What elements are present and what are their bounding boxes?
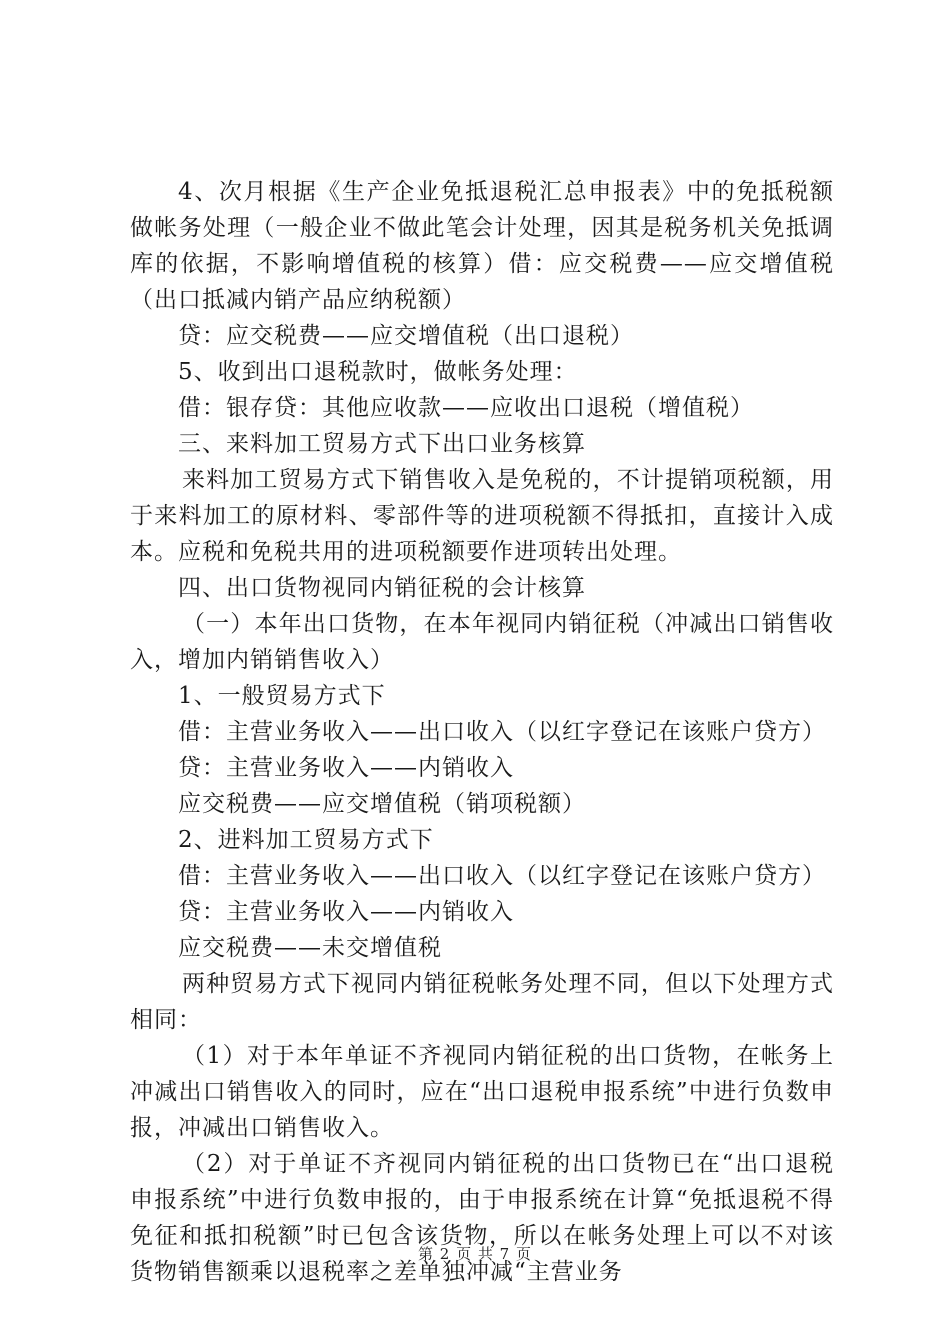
paragraph: 1、一般贸易方式下 [178, 683, 386, 709]
document-body [130, 174, 834, 1290]
paragraph: 借：主营业务收入——出口收入（以红字登记在该账户贷方） [178, 863, 826, 889]
paragraph: （1）对于本年单证不齐视同内销征税的出口货物，在帐务上冲减出口销售收入的同时，应在“出口退税申报系统”中进行负数申报，冲减出口销售收入。 [130, 1043, 834, 1141]
section-heading: 三、来料加工贸易方式下出口业务核算 [178, 431, 586, 457]
paragraph: 贷：应交税费——应交增值税（出口退税） [178, 323, 634, 349]
paragraph: 应交税费——应交增值税（销项税额） [178, 791, 586, 817]
paragraph: 贷：主营业务收入——内销收入 [178, 899, 514, 925]
subsection-heading: （一）本年出口货物，在本年视同内销征税（冲减出口销售收入，增加内销销售收入） [130, 611, 834, 673]
paragraph: 借：银存贷：其他应收款——应收出口退税（增值税） [178, 395, 754, 421]
paragraph: 两种贸易方式下视同内销征税帐务处理不同，但以下处理方式相同： [130, 971, 834, 1033]
paragraph: 应交税费——未交增值税 [178, 935, 442, 961]
page-number: 第 2 页 共 7 页 [418, 1245, 532, 1263]
page-footer [0, 1243, 950, 1264]
paragraph: 5、收到出口退税款时，做帐务处理： [178, 359, 578, 385]
section-heading: 四、出口货物视同内销征税的会计核算 [178, 575, 586, 601]
paragraph: 来料加工贸易方式下销售收入是免税的，不计提销项税额，用于来料加工的原材料、零部件等的进项税额不得抵扣，直接计入成本。应税和免税共用的进项税额要作进项转出处理。 [130, 467, 834, 565]
paragraph: 2、进料加工贸易方式下 [178, 827, 434, 853]
paragraph: 4、次月根据《生产企业免抵退税汇总申报表》中的免抵税额做帐务处理（一般企业不做此笔会计处理，因其是税务机关免抵调库的依据，不影响增值税的核算）借：应交税费——应交增值税（出口抵减内销产品应纳税额） [130, 179, 834, 313]
paragraph: 借：主营业务收入——出口收入（以红字登记在该账户贷方） [178, 719, 826, 745]
paragraph: （2）对于单证不齐视同内销征税的出口货物已在“出口退税申报系统”中进行负数申报的，由于申报系统在计算“免抵退税不得免征和抵扣税额”时已包含该货物，所以在帐务处理上可以不对该货物销售额乘以退税率之差单独冲减“主营业务 [130, 1151, 834, 1285]
paragraph: 贷：主营业务收入——内销收入 [178, 755, 514, 781]
